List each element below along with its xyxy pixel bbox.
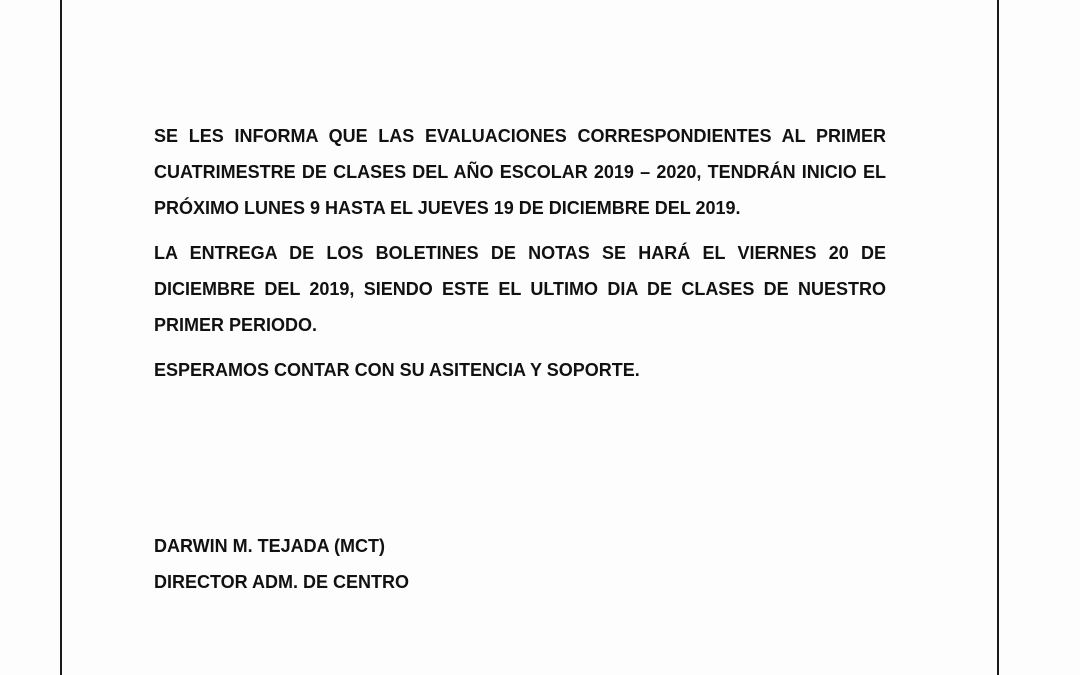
signatory-title: DIRECTOR ADM. DE CENTRO bbox=[154, 572, 410, 592]
page-border-right bbox=[997, 0, 999, 675]
signature-block bbox=[154, 528, 409, 600]
notice-body bbox=[154, 118, 886, 397]
paragraph-evaluations: SE LES INFORMA QUE LAS EVALUACIONES CORRESPONDIENTES AL PRIMER CUATRIMESTRE DE CLASES DEL AÑO ESCOLAR 2019 – 2020, TENDRÁN INICIO EL PRÓXIMO LUNES 9 HASTA EL JUEVES 19 DE DICIEMBRE DEL 2019. bbox=[154, 126, 886, 218]
paragraph-report-cards: LA ENTREGA DE LOS BOLETINES DE NOTAS SE HARÁ EL VIERNES 20 DE DICIEMBRE DEL 2019, SIENDO ESTE EL ULTIMO DIA DE CLASES DE NUESTRO PRIMER PERIODO. bbox=[154, 243, 886, 335]
paragraph-closing: ESPERAMOS CONTAR CON SU ASITENCIA Y SOPORTE. bbox=[154, 360, 640, 380]
page-border-left bbox=[60, 0, 62, 675]
signatory-name: DARWIN M. TEJADA (MCT) bbox=[154, 536, 385, 556]
